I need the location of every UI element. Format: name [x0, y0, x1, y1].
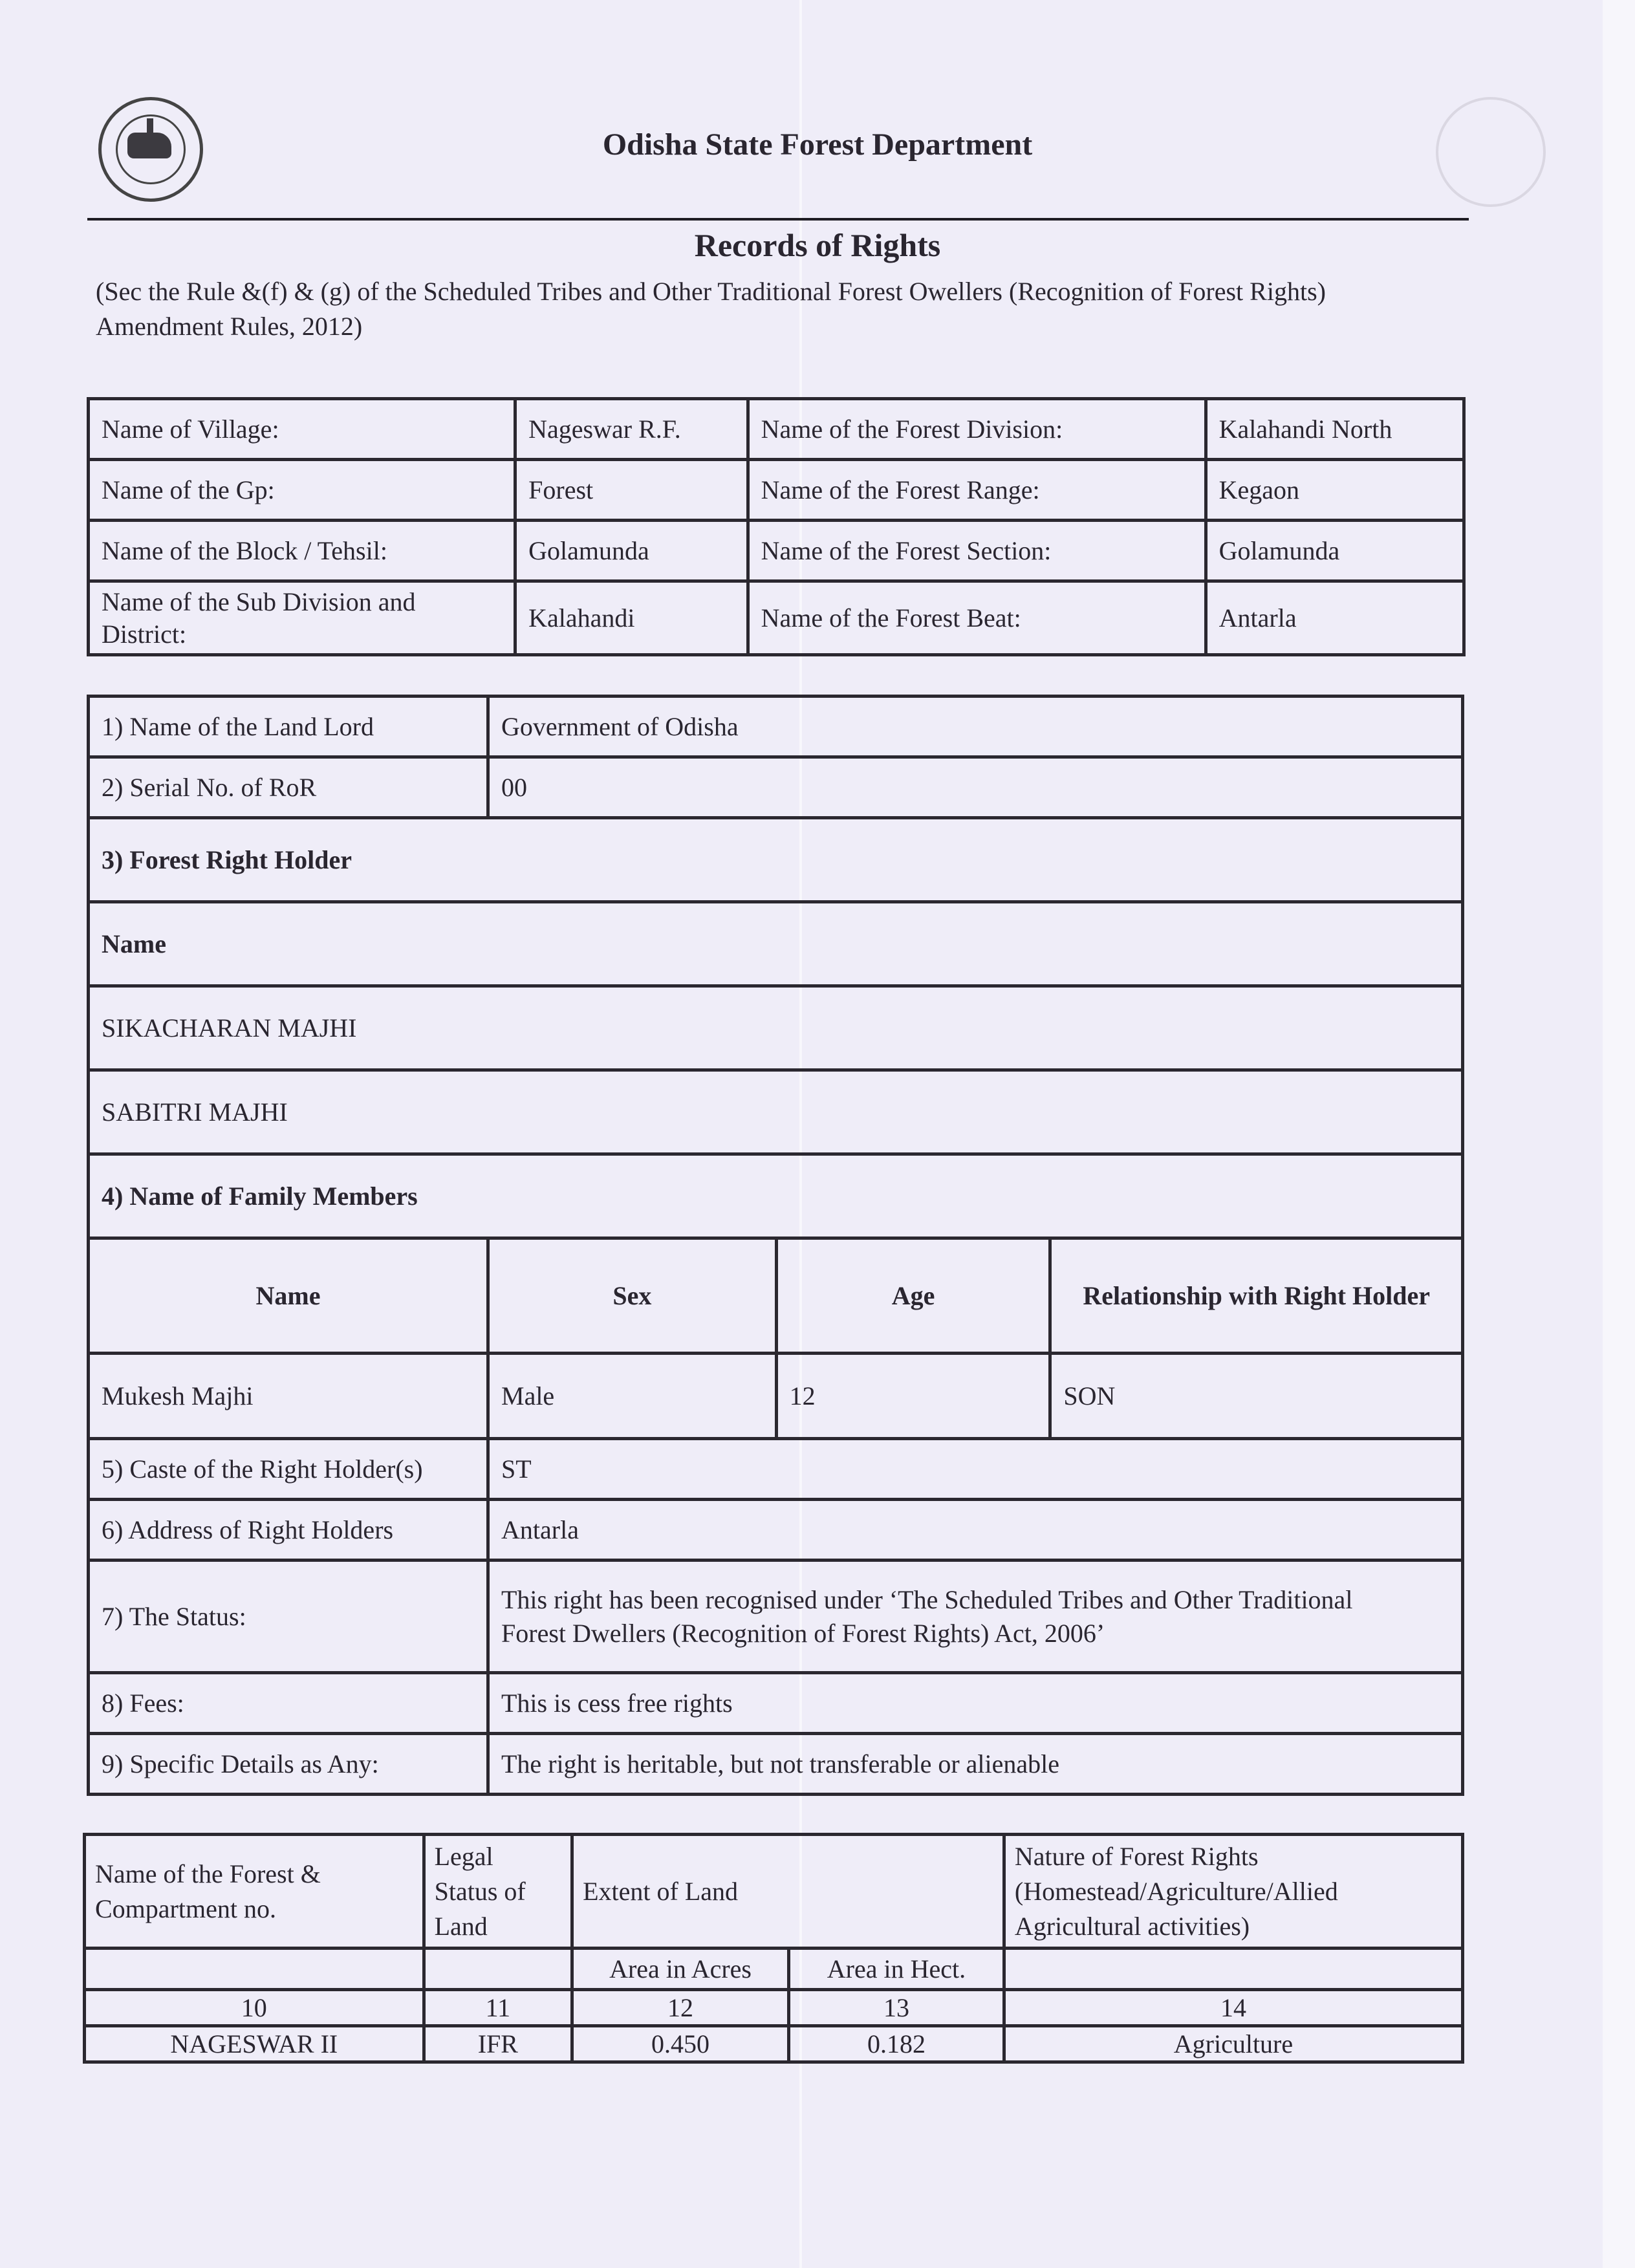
rule-reference: (Sec the Rule &(f) & (g) of the Scheduled Tribes and Other Traditional Forest Owellers (Recognition of Forest Rights) Amendment Rules, 2012): [96, 277, 1326, 341]
family-member-name: Mukesh Majhi: [89, 1354, 488, 1439]
caste-row: [89, 1439, 1463, 1500]
col-forest-compartment: Name of the Forest & Compartment no.: [85, 1835, 424, 1949]
family-col-name: Name: [89, 1238, 488, 1354]
land-number-row: [85, 1990, 1463, 2026]
landlord-label: 1) Name of the Land Lord: [89, 697, 488, 757]
page-title: Records of Rights: [694, 227, 941, 263]
address-value: Antarla: [488, 1500, 1463, 1561]
empty-cell: [1004, 1949, 1462, 1990]
empty-cell: [85, 1949, 424, 1990]
col-extent-of-land: Extent of Land: [572, 1835, 1004, 1949]
beat-value: Antarla: [1206, 581, 1464, 655]
holder-name-heading-row: [89, 902, 1463, 986]
holder-row: [89, 986, 1463, 1070]
column-number: 13: [788, 1990, 1004, 2026]
family-heading-row: [89, 1154, 1463, 1238]
block-value: Golamunda: [515, 521, 748, 581]
page-edge: [1603, 0, 1635, 2268]
gp-label: Name of the Gp:: [89, 460, 515, 521]
column-number: 11: [424, 1990, 572, 2026]
legal-status-value: IFR: [424, 2026, 572, 2062]
serial-value: 00: [488, 757, 1463, 818]
serial-label: 2) Serial No. of RoR: [89, 757, 488, 818]
specific-value: The right is heritable, but not transferable or alienable: [488, 1734, 1463, 1795]
family-heading: 4) Name of Family Members: [89, 1154, 1463, 1238]
column-number: 14: [1004, 1990, 1462, 2026]
family-member-sex: Male: [488, 1354, 777, 1439]
family-col-sex: Sex: [488, 1238, 777, 1354]
forest-compartment-value: NAGESWAR II: [85, 2026, 424, 2062]
holder-name: SABITRI MAJHI: [89, 1070, 1463, 1154]
column-number: 10: [85, 1990, 424, 2026]
status-text-line: This right has been recognised under ‘The Scheduled Tribes and Other Traditional: [501, 1584, 1353, 1614]
status-label: 7) The Status:: [89, 1561, 488, 1673]
holder-heading: 3) Forest Right Holder: [89, 818, 1463, 902]
block-label: Name of the Block / Tehsil:: [89, 521, 515, 581]
location-row: [89, 399, 1464, 460]
location-table: [87, 397, 1466, 656]
specific-label: 9) Specific Details as Any:: [89, 1734, 488, 1795]
location-row: [89, 521, 1464, 581]
land-header-row: [85, 1835, 1463, 1949]
location-row: [89, 460, 1464, 521]
gp-value: Forest: [515, 460, 748, 521]
beat-label: Name of the Forest Beat:: [748, 581, 1206, 655]
landlord-row: [89, 697, 1463, 757]
address-row: [89, 1500, 1463, 1561]
header-rule: [87, 218, 1469, 221]
column-number: 12: [572, 1990, 789, 2026]
family-row: [89, 1354, 1463, 1439]
fees-value: This is cess free rights: [488, 1673, 1463, 1734]
village-label: Name of Village:: [89, 399, 515, 460]
status-row: [89, 1561, 1463, 1673]
area-acres-value: 0.450: [572, 2026, 789, 2062]
subdivision-value: Kalahandi: [515, 581, 748, 655]
family-col-relationship: Relationship with Right Holder: [1050, 1238, 1463, 1354]
caste-label: 5) Caste of the Right Holder(s): [89, 1439, 488, 1500]
holder-name: SIKACHARAN MAJHI: [89, 986, 1463, 1070]
section-value: Golamunda: [1206, 521, 1464, 581]
holder-heading-row: [89, 818, 1463, 902]
department-heading: Odisha State Forest Department: [602, 127, 1033, 162]
village-value: Nageswar R.F.: [515, 399, 748, 460]
address-label: 6) Address of Right Holders: [89, 1500, 488, 1561]
holder-name-heading: Name: [89, 902, 1463, 986]
land-subheader-row: [85, 1949, 1463, 1990]
holder-row: [89, 1070, 1463, 1154]
record-table: [87, 695, 1464, 1796]
serial-row: [89, 757, 1463, 818]
land-table: [83, 1833, 1464, 2064]
fees-row: [89, 1673, 1463, 1734]
caste-value: ST: [488, 1439, 1463, 1500]
section-label: Name of the Forest Section:: [748, 521, 1206, 581]
col-area-hect: Area in Hect.: [788, 1949, 1004, 1990]
empty-cell: [424, 1949, 572, 1990]
fees-label: 8) Fees:: [89, 1673, 488, 1734]
col-nature-of-rights: Nature of Forest Rights (Homestead/Agriculture/Allied Agricultural activities): [1004, 1835, 1462, 1949]
col-legal-status: Legal Status of Land: [424, 1835, 572, 1949]
family-member-age: 12: [776, 1354, 1050, 1439]
family-member-relationship: SON: [1050, 1354, 1463, 1439]
status-text-line: Forest Dwellers (Recognition of Forest Rights) Act, 2006’: [501, 1618, 1105, 1648]
nature-of-rights-value: Agriculture: [1004, 2026, 1462, 2062]
specific-row: [89, 1734, 1463, 1795]
subdivision-label: Name of the Sub Division and District:: [89, 581, 515, 655]
family-col-age: Age: [776, 1238, 1050, 1354]
family-header-row: [89, 1238, 1463, 1354]
land-data-row: [85, 2026, 1463, 2062]
area-hect-value: 0.182: [788, 2026, 1004, 2062]
range-label: Name of the Forest Range:: [748, 460, 1206, 521]
range-value: Kegaon: [1206, 460, 1464, 521]
location-row: [89, 581, 1464, 655]
division-value: Kalahandi North: [1206, 399, 1464, 460]
status-value: [488, 1561, 1463, 1673]
col-area-acres: Area in Acres: [572, 1949, 789, 1990]
landlord-value: Government of Odisha: [488, 697, 1463, 757]
division-label: Name of the Forest Division:: [748, 399, 1206, 460]
